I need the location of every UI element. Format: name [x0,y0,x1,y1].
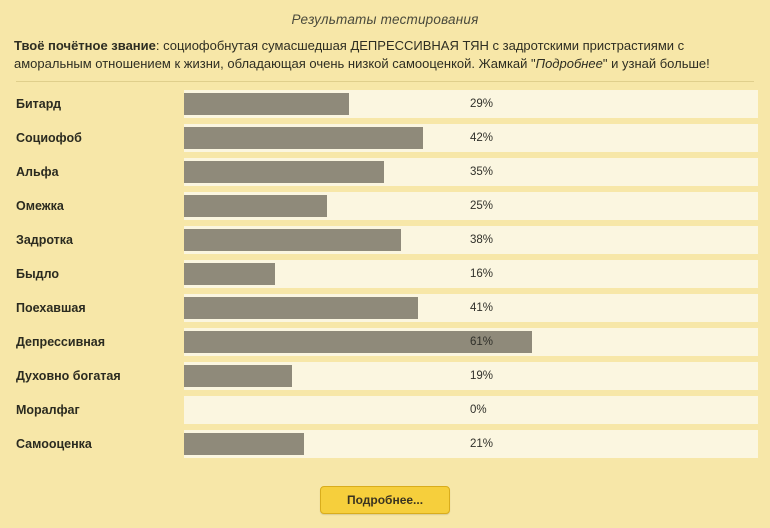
description-text-part1: : социофобнутая сумасшедшая ДЕПРЕССИВНАЯ ТЯН с задротскими пристрастиями с аморальным отношением к жизни, обладающая очень низкой самооценкой. Жамкай " [14,38,685,71]
row-label: Альфа [16,165,59,179]
bar-value: 25% [470,200,494,212]
bar-value: 42% [470,132,494,144]
table-row [12,396,758,424]
table-row [12,362,758,390]
footer [0,486,770,514]
section-divider [16,81,754,82]
description-text-part2: " и узнай больше! [602,56,710,71]
bar-area [184,226,758,254]
bar-value: 16% [470,268,494,280]
row-label: Быдло [16,267,60,281]
bar-value: 29% [470,98,494,110]
table-row [12,124,758,152]
bar-area [184,328,758,356]
row-label: Битард [16,97,62,111]
table-row [12,294,758,322]
row-label: Самооценка [16,437,92,451]
bar-area [184,362,758,390]
table-row [12,158,758,186]
bar-area [184,260,758,288]
row-label: Поехавшая [16,301,86,315]
bar-fill [184,433,304,455]
bar-value: 41% [470,302,494,314]
table-row [12,328,758,356]
page-title: Результаты тестирования [291,12,479,27]
bar-area [184,90,758,118]
row-label: Социофоб [16,131,82,145]
table-row [12,430,758,458]
table-row [12,226,758,254]
results-bar-chart [12,90,758,458]
bar-value: 61% [470,336,494,348]
result-description [12,37,758,73]
bar-fill [184,263,275,285]
more-details-button[interactable]: Подробнее... [320,486,450,514]
row-label: Духовно богатая [16,369,121,383]
bar-fill [184,365,292,387]
bar-area [184,294,758,322]
table-row [12,260,758,288]
bar-fill [184,127,423,149]
bar-fill [184,297,418,319]
bar-area [184,396,758,424]
row-label: Депрессивная [16,335,106,349]
bar-area [184,124,758,152]
bar-area [184,158,758,186]
bar-value: 0% [470,404,487,416]
bar-area [184,192,758,220]
bar-fill [184,161,384,183]
row-label: Омежка [16,199,64,213]
table-row [12,90,758,118]
bar-fill [184,195,327,217]
bar-value: 38% [470,234,494,246]
row-label: Задротка [16,233,74,247]
bar-fill [184,93,349,115]
bar-value: 21% [470,438,494,450]
bar-fill [184,229,401,251]
bar-value: 35% [470,166,494,178]
bar-value: 19% [470,370,494,382]
bar-area [184,430,758,458]
row-label: Моралфаг [16,403,80,417]
more-emphasis: Подробнее [535,56,603,71]
honor-title-label: Твоё почётное звание [14,38,156,53]
table-row [12,192,758,220]
